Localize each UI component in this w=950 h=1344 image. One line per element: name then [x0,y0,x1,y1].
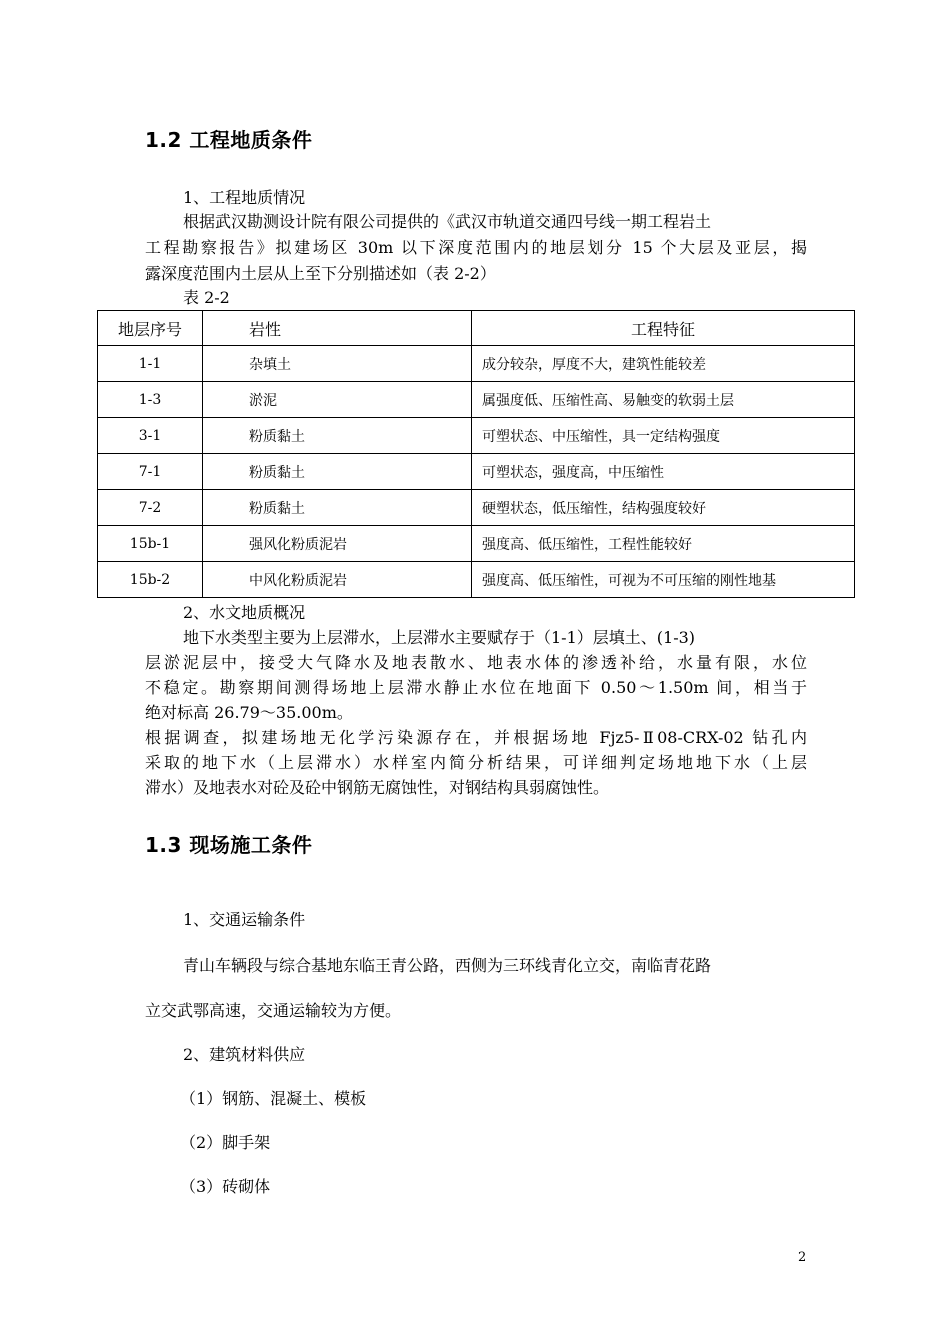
subsection-title-hydrology: 2、水文地质概况 [183,603,306,622]
table-cell: 1-3 [98,382,203,418]
list-item: （2）脚手架 [180,1133,271,1152]
column-header-layer-no: 地层序号 [98,311,203,346]
table-cell: 15b-1 [98,526,203,562]
paragraph-line: 层淤泥层中，接受大气降水及地表散水、地表水体的渗透补给，水量有限，水位 [145,653,807,672]
table-cell: 可塑状态、中压缩性，具一定结构强度 [472,418,855,454]
list-item: （1）钢筋、混凝土、模板 [180,1089,367,1108]
table-row [98,490,855,526]
paragraph-line: 不稳定。勘察期间测得场地上层滞水静止水位在地面下 0.50～1.50m 间，相当于 [145,678,807,697]
paragraph-line: 根据武汉勘测设计院有限公司提供的《武汉市轨道交通四号线一期工程岩土 [183,212,712,231]
page-number: 2 [798,1250,807,1265]
table-caption: 表 2-2 [183,288,230,307]
table-row [98,346,855,382]
list-item: （3）砖砌体 [180,1177,271,1196]
table-cell: 7-1 [98,454,203,490]
paragraph-line: 采取的地下水（上层滞水）水样室内简分析结果，可详细判定场地地下水（上层 [145,753,807,772]
paragraph-line: 工程勘察报告》拟建场区 30m 以下深度范围内的地层划分 15 个大层及亚层，揭 [145,238,807,257]
column-header-lithology: 岩性 [203,311,472,346]
paragraph-line: 绝对标高 26.79～35.00m。 [145,703,353,722]
paragraph-line: 滞水）及地表水对砼及砼中钢筋无腐蚀性，对钢结构具弱腐蚀性。 [145,778,610,797]
subsection-title-materials: 2、建筑材料供应 [183,1045,306,1064]
soil-layer-table [97,310,855,598]
table-cell: 强度高、低压缩性，可视为不可压缩的刚性地基 [472,562,855,598]
table-cell: 杂填土 [203,346,472,382]
table-cell: 粉质黏土 [203,454,472,490]
table-cell: 成分较杂，厚度不大，建筑性能较差 [472,346,855,382]
table-cell: 15b-2 [98,562,203,598]
paragraph-line: 露深度范围内土层从上至下分别描述如（表 2-2） [145,264,496,283]
paragraph-line: 地下水类型主要为上层滞水，上层滞水主要赋存于（1-1）层填土、(1-3) [183,628,696,647]
table-cell: 可塑状态，强度高，中压缩性 [472,454,855,490]
table-cell: 粉质黏土 [203,490,472,526]
table-cell: 7-2 [98,490,203,526]
column-header-characteristics: 工程特征 [472,311,855,346]
table-cell: 硬塑状态，低压缩性，结构强度较好 [472,490,855,526]
table-cell: 强风化粉质泥岩 [203,526,472,562]
subsection-title-transport: 1、交通运输条件 [183,910,306,929]
section-heading-1-2: 1.2 工程地质条件 [145,128,313,152]
table-row [98,418,855,454]
subsection-title-geology: 1、工程地质情况 [183,188,306,207]
section-heading-1-3: 1.3 现场施工条件 [145,833,313,857]
table-cell: 中风化粉质泥岩 [203,562,472,598]
table-cell: 粉质黏土 [203,418,472,454]
table-row [98,562,855,598]
table-cell: 3-1 [98,418,203,454]
paragraph-line: 青山车辆段与综合基地东临王青公路，西侧为三环线青化立交，南临青花路 [183,956,712,975]
table-row [98,526,855,562]
paragraph-line: 立交武鄂高速，交通运输较为方便。 [145,1001,402,1020]
paragraph-line: 根据调查，拟建场地无化学污染源存在，并根据场地 Fjz5-Ⅱ08-CRX-02 钻孔内 [145,728,807,747]
table-cell: 属强度低、压缩性高、易触变的软弱土层 [472,382,855,418]
table-cell: 1-1 [98,346,203,382]
table-row [98,454,855,490]
table-cell: 淤泥 [203,382,472,418]
table-header-row [98,311,855,346]
table-cell: 强度高、低压缩性，工程性能较好 [472,526,855,562]
table-row [98,382,855,418]
